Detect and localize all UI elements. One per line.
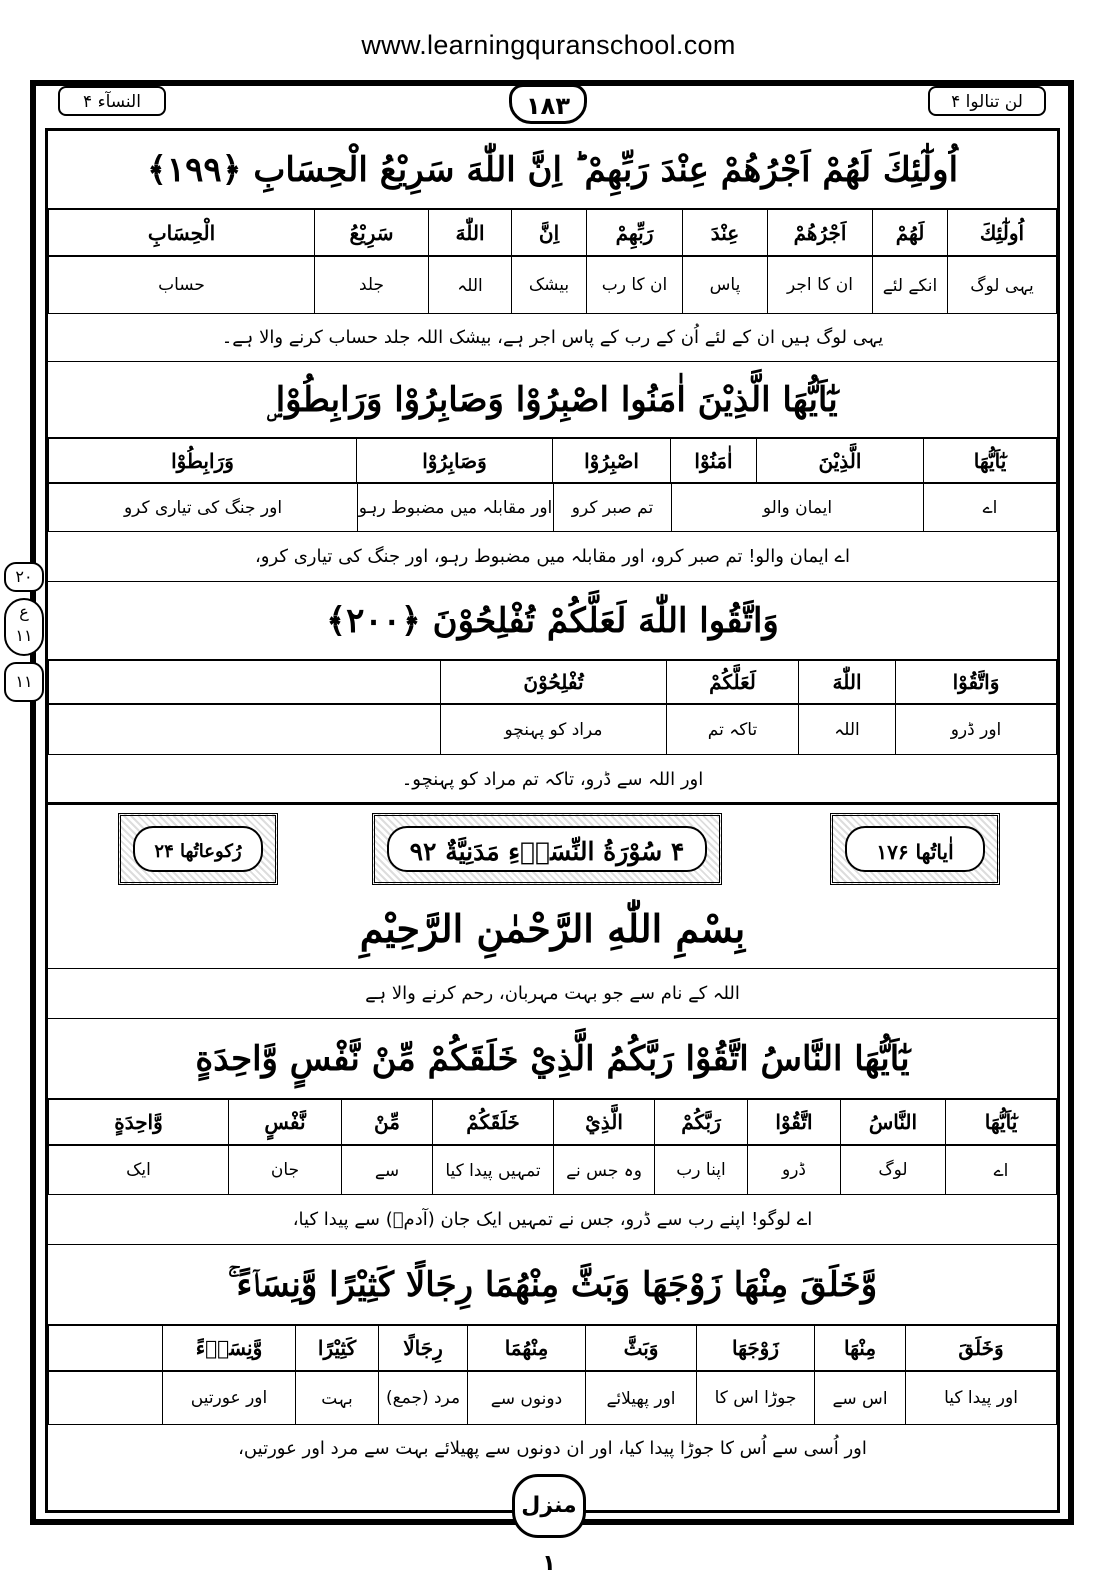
ruku-count-cartouche bbox=[118, 813, 278, 885]
word-cell: خَلَقَكُمْ bbox=[433, 1100, 554, 1145]
ruku-letter: ع bbox=[19, 602, 29, 621]
page-number: ۱۸۳ bbox=[509, 84, 587, 124]
meaning-cell: ان کا اجر bbox=[768, 257, 873, 314]
word-cell: كَثِيْرًا bbox=[296, 1326, 379, 1371]
meaning-cell: اللہ bbox=[429, 257, 512, 314]
margin-ruku-mark bbox=[4, 598, 44, 656]
word-grid bbox=[48, 1099, 1057, 1145]
word-cell: اِنَّ bbox=[512, 210, 587, 256]
word-cell: اٰمَنُوْا bbox=[671, 439, 757, 483]
surah-title: ۴ سُوْرَةُ النِّسَاۤءِ مَدَنِيَّةٌ ۹۲ bbox=[387, 826, 707, 872]
word-grid bbox=[48, 660, 1057, 704]
meaning-grid bbox=[48, 1145, 1057, 1195]
word-cell: اَجْرُهُمْ bbox=[768, 210, 873, 256]
meaning-cell: اور عورتیں bbox=[163, 1372, 296, 1425]
translation-line: اے ایمان والو! تم صبر کرو، اور مقابلہ میں مضبوط رہو، اور جنگ کی تیاری کرو، bbox=[48, 532, 1057, 582]
word-cell: تُفْلِحُوْنَ bbox=[441, 661, 667, 704]
word-cell: لَهُمْ bbox=[873, 210, 948, 256]
meaning-cell: اس سے bbox=[815, 1372, 906, 1425]
ayah-line: وَّخَلَقَ مِنْهَا زَوْجَهَا وَبَثَّ مِنْهُمَا رِجَالًا كَثِيْرًا وَّنِسَاۤءً ۚ bbox=[48, 1245, 1057, 1325]
word-cell: يٰٓاَيُّهَا bbox=[946, 1100, 1057, 1145]
meaning-cell: ان کا رب bbox=[587, 257, 683, 314]
ayah-line: يٰٓاَيُّهَا الَّذِيْنَ اٰمَنُوا اصْبِرُوْا وَصَابِرُوْا وَرَابِطُوْا ۣ bbox=[48, 362, 1057, 438]
meaning-cell: تاکہ تم bbox=[667, 705, 799, 755]
word-cell: الَّذِيْ bbox=[554, 1100, 655, 1145]
word-cell: يٰٓاَيُّهَا bbox=[924, 439, 1057, 483]
meaning-cell: مراد کو پہنچو bbox=[441, 705, 667, 755]
meaning-cell: مرد (جمع) bbox=[379, 1372, 468, 1425]
meaning-grid bbox=[48, 1371, 1057, 1425]
meaning-cell: اور جنگ کی تیاری کرو bbox=[49, 484, 358, 532]
meaning-cell: ایمان والو bbox=[672, 484, 924, 532]
meaning-cell: ڈرو bbox=[748, 1146, 841, 1195]
meaning-cell: سے bbox=[342, 1146, 433, 1195]
word-cell: النَّاسُ bbox=[841, 1100, 946, 1145]
ayat-count-cartouche bbox=[830, 813, 1000, 885]
word-cell: وَاتَّقُوْا bbox=[896, 661, 1057, 704]
ayat-count-label: اٰیاتُھا ۱۷۶ bbox=[845, 826, 985, 872]
word-cell: رِجَالًا bbox=[379, 1326, 468, 1371]
word-cell: الَّذِيْنَ bbox=[757, 439, 924, 483]
word-cell: وَصَابِرُوْا bbox=[357, 439, 553, 483]
word-cell: مِّنْ bbox=[342, 1100, 433, 1145]
meaning-cell: اللہ bbox=[799, 705, 896, 755]
word-cell: مِنْهُمَا bbox=[468, 1326, 586, 1371]
meaning-cell: اور ڈرو bbox=[896, 705, 1057, 755]
meaning-cell: اور مقابلہ میں مضبوط رہو bbox=[358, 484, 554, 532]
word-cell: وَّاحِدَةٍ bbox=[49, 1100, 229, 1145]
meaning-grid bbox=[48, 483, 1057, 532]
ayah-line: اُولٰٓئِكَ لَهُمْ اَجْرُهُمْ عِنْدَ رَبِّهِمْ ؕ اِنَّ اللّٰهَ سَرِيْعُ الْحِسَابِ ﴿۱۹۹﴾ bbox=[48, 131, 1057, 209]
word-cell: نَّفْسٍ bbox=[229, 1100, 342, 1145]
translation-line: اور اللہ سے ڈرو، تاکہ تم مراد کو پہنچو۔ bbox=[48, 755, 1057, 805]
ayah-line: يٰٓاَيُّهَا النَّاسُ اتَّقُوْا رَبَّكُمُ الَّذِيْ خَلَقَكُمْ مِّنْ نَّفْسٍ وَّاحِدَةٍ bbox=[48, 1019, 1057, 1099]
margin-section-count: ۱۱ bbox=[4, 662, 44, 702]
meaning-cell: ایک bbox=[49, 1146, 229, 1195]
meaning-cell: تمہیں پیدا کیا bbox=[433, 1146, 554, 1195]
meaning-cell: حساب bbox=[49, 257, 315, 314]
meaning-cell: جان bbox=[229, 1146, 342, 1195]
word-cell: اُولٰٓئِكَ bbox=[948, 210, 1057, 256]
word-cell: اللّٰهَ bbox=[429, 210, 512, 256]
meaning-cell: دونوں سے bbox=[468, 1372, 586, 1425]
surah-header-label: النسآء ۴ bbox=[58, 86, 166, 116]
meaning-cell: بیشک bbox=[512, 257, 587, 314]
bismillah: بِسْمِ اللّٰهِ الرَّحْمٰنِ الرَّحِيْمِ bbox=[48, 889, 1057, 969]
word-cell: اللّٰهَ bbox=[799, 661, 896, 704]
word-cell: زَوْجَهَا bbox=[697, 1326, 815, 1371]
meaning-cell: جلد bbox=[315, 257, 429, 314]
ruku-number: ۱۱ bbox=[15, 626, 33, 645]
word-cell: وَّنِسَاۤءً bbox=[163, 1326, 296, 1371]
word-grid bbox=[48, 1325, 1057, 1371]
meaning-cell bbox=[49, 705, 441, 755]
manzil-marker: منزل ۱ bbox=[512, 1474, 586, 1538]
meaning-cell: انکے لئے bbox=[873, 257, 948, 314]
word-cell: وَخَلَقَ bbox=[906, 1326, 1057, 1371]
word-cell: وَرَابِطُوْا bbox=[49, 439, 357, 483]
ayah-line: وَاتَّقُوا اللّٰهَ لَعَلَّكُمْ تُفْلِحُوْنَ ﴿۲۰۰﴾ bbox=[48, 582, 1057, 660]
meaning-cell: وہ جس نے bbox=[554, 1146, 655, 1195]
juz-header-label: لن تنالوا ۴ bbox=[928, 86, 1046, 116]
meaning-cell: اپنا رب bbox=[655, 1146, 748, 1195]
meaning-cell: تم صبر کرو bbox=[554, 484, 672, 532]
meaning-grid bbox=[48, 256, 1057, 314]
word-cell: رَبَّكُمْ bbox=[655, 1100, 748, 1145]
site-url: www.learningquranschool.com bbox=[361, 30, 736, 60]
word-cell: لَعَلَّكُمْ bbox=[667, 661, 799, 704]
word-cell: اتَّقُوْا bbox=[748, 1100, 841, 1145]
word-cell: مِنْهَا bbox=[815, 1326, 906, 1371]
word-cell: وَبَثَّ bbox=[586, 1326, 697, 1371]
margin-ayah-count: ۲۰ bbox=[4, 562, 44, 592]
word-cell: سَرِيْعُ bbox=[315, 210, 429, 256]
meaning-grid bbox=[48, 704, 1057, 755]
meaning-cell: جوڑا اس کا bbox=[697, 1372, 815, 1425]
word-grid bbox=[48, 209, 1057, 256]
ruku-count-label: رُکوعاتُھا ۲۴ bbox=[133, 826, 263, 872]
meaning-cell: اے bbox=[924, 484, 1057, 532]
meaning-cell: یہی لوگ bbox=[948, 257, 1057, 314]
surah-title-cartouche bbox=[372, 813, 722, 885]
meaning-cell bbox=[49, 1372, 163, 1425]
meaning-cell: لوگ bbox=[841, 1146, 946, 1195]
meaning-cell: اور پھیلائے bbox=[586, 1372, 697, 1425]
word-grid bbox=[48, 438, 1057, 483]
word-cell: اصْبِرُوْا bbox=[553, 439, 671, 483]
translation-line: یہی لوگ ہیں ان کے لئے اُن کے رب کے پاس اجر ہے، بیشک اللہ جلد حساب کرنے والا ہے۔ bbox=[48, 314, 1057, 362]
meaning-cell: بہت bbox=[296, 1372, 379, 1425]
translation-line: اے لوگو! اپنے رب سے ڈرو، جس نے تمہیں ایک جان (آدمؑ) سے پیدا کیا، bbox=[48, 1195, 1057, 1245]
bismillah-translation: اللہ کے نام سے جو بہت مہربان، رحم کرنے والا ہے bbox=[48, 969, 1057, 1019]
meaning-cell: اے bbox=[946, 1146, 1057, 1195]
translation-line: اور اُسی سے اُس کا جوڑا پیدا کیا، اور ان دونوں سے پھیلائے بہت سے مرد اور عورتیں، bbox=[238, 1438, 867, 1459]
word-cell: عِنْدَ bbox=[683, 210, 768, 256]
meaning-cell: اور پیدا کیا bbox=[906, 1372, 1057, 1425]
word-cell bbox=[49, 1326, 163, 1371]
word-cell: الْحِسَابِ bbox=[49, 210, 315, 256]
word-cell: رَبِّهِمْ bbox=[587, 210, 683, 256]
word-cell bbox=[49, 661, 441, 704]
meaning-cell: پاس bbox=[683, 257, 768, 314]
